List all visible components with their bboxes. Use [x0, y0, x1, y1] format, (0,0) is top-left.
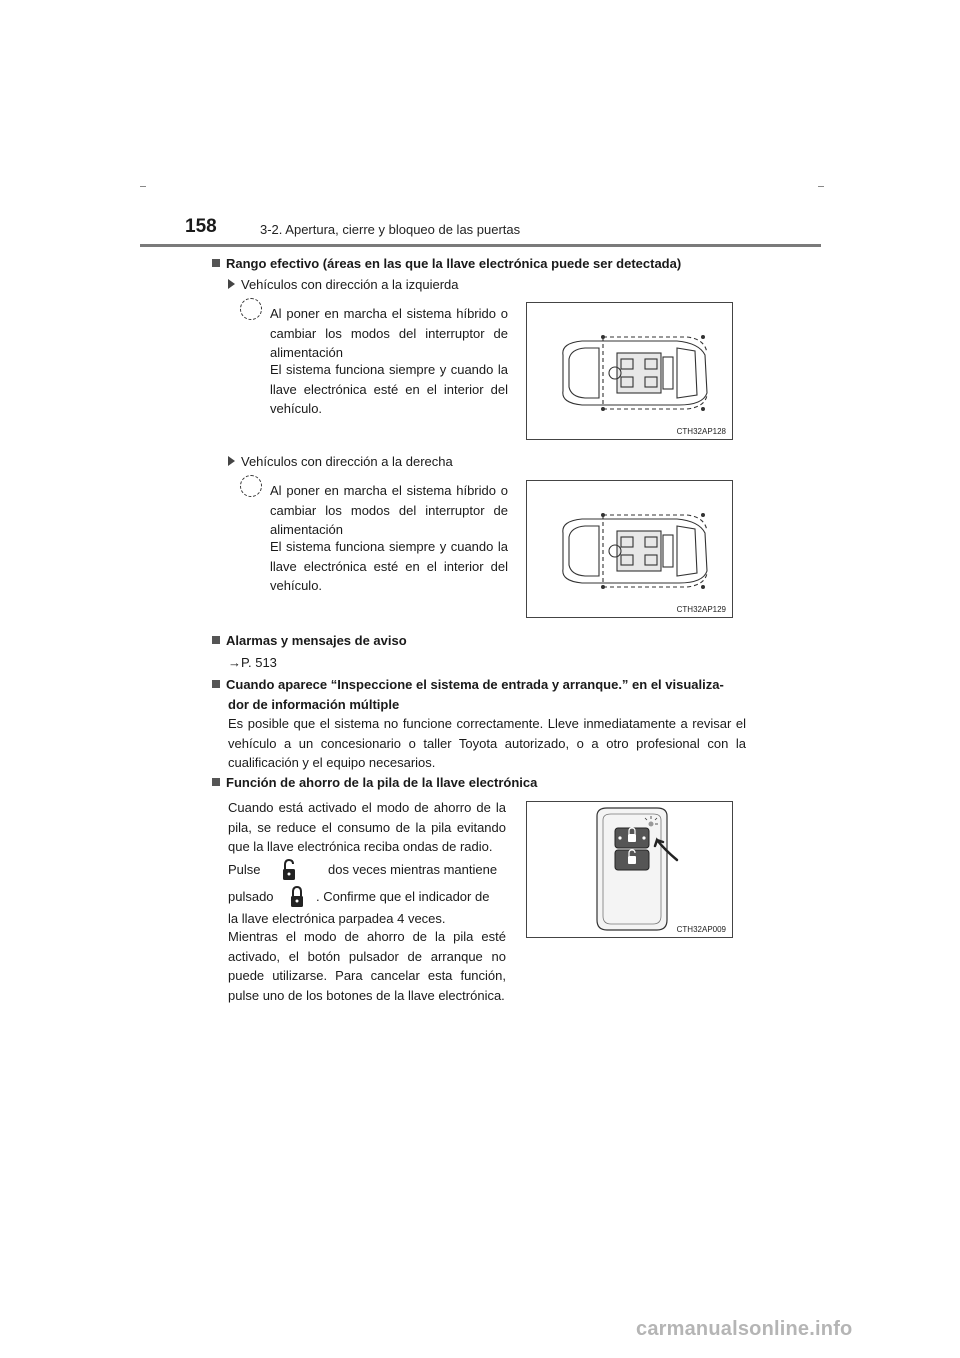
unlock-icon	[281, 858, 297, 882]
triangle-bullet-icon	[228, 456, 235, 466]
page-number: 158	[185, 216, 217, 237]
crop-mark	[140, 186, 146, 187]
alarms-page-ref[interactable]: →P. 513	[228, 655, 277, 670]
square-bullet-icon	[212, 636, 220, 644]
header-rule	[140, 244, 821, 247]
figure-code: CTH32AP129	[676, 605, 726, 614]
crop-mark	[818, 186, 824, 187]
figure-code: CTH32AP009	[676, 925, 726, 934]
left-drive-label: Vehículos con dirección a la izquierda	[228, 275, 459, 295]
range-heading: Rango efectivo (áreas en las que la llave electrónica puede ser detectada)	[212, 254, 772, 273]
pressed-rest: . Confirme que el indicador de	[316, 889, 490, 904]
car-top-view-illustration	[527, 481, 732, 617]
figure-code: CTH32AP128	[676, 427, 726, 436]
car-top-view-illustration	[527, 303, 732, 439]
smart-key-illustration	[527, 802, 732, 937]
square-bullet-icon	[212, 259, 220, 267]
battery-saving-para1: Cuando está activado el modo de ahorro de la pila, se reduce el consumo de la pila evitando que la llave electrónica reciba ondas de radio.	[228, 800, 506, 854]
left-drive-car-figure	[526, 302, 733, 440]
battery-saving-para3: Mientras el modo de ahorro de la pila esté activado, el botón pulsador de arranque no puede utilizarse. Para cancelar esta función, pulse uno de los botones de la llave electrónica.	[228, 929, 506, 1003]
pulse-word: Pulse	[228, 862, 261, 877]
square-bullet-icon	[212, 680, 220, 688]
triangle-bullet-icon	[228, 279, 235, 289]
pressed-word: pulsado	[228, 889, 274, 904]
pulse-rest: dos veces mientras mantiene	[328, 862, 498, 877]
left-drive-text2: El sistema funciona siempre y cuando la llave electrónica esté en el interior del vehículo.	[270, 362, 508, 416]
pressed-line	[228, 887, 506, 909]
right-drive-text1: Al poner en marcha el sistema híbrido o cambiar los modos del interruptor de alimentación	[270, 483, 508, 537]
right-drive-text2: El sistema funciona siempre y cuando la llave electrónica esté en el interior del vehículo.	[270, 539, 508, 593]
watermark: carmanualsonline.info	[636, 1318, 853, 1340]
right-drive-car-figure	[526, 480, 733, 618]
blink-line: la llave electrónica parpadea 4 veces.	[228, 911, 446, 926]
right-drive-label: Vehículos con dirección a la derecha	[228, 452, 453, 472]
square-bullet-icon	[212, 778, 220, 786]
message-heading: Cuando aparece “Inspeccione el sistema de entrada y arranque.” en el visualiza-	[212, 675, 772, 694]
smart-key-figure	[526, 801, 733, 938]
message-body: Es posible que el sistema no funcione correctamente. Lleve inmediatamente a revisar el vehículo a un concesionario o taller Toyota autorizado, o a otro profesional con la cualificación y el equipo necesarios.	[228, 716, 746, 770]
left-drive-text1: Al poner en marcha el sistema híbrido o cambiar los modos del interruptor de alimentación	[270, 306, 508, 360]
lock-icon	[289, 885, 305, 909]
message-heading-cont: dor de información múltiple	[228, 697, 400, 712]
engine-switch-dashed-icon	[240, 298, 262, 320]
section-title: 3-2. Apertura, cierre y bloqueo de las puertas	[260, 222, 521, 237]
pulse-line	[228, 860, 506, 882]
engine-switch-dashed-icon	[240, 475, 262, 497]
battery-saving-heading: Función de ahorro de la pila de la llave electrónica	[212, 773, 537, 792]
alarms-heading: Alarmas y mensajes de aviso	[212, 631, 407, 650]
